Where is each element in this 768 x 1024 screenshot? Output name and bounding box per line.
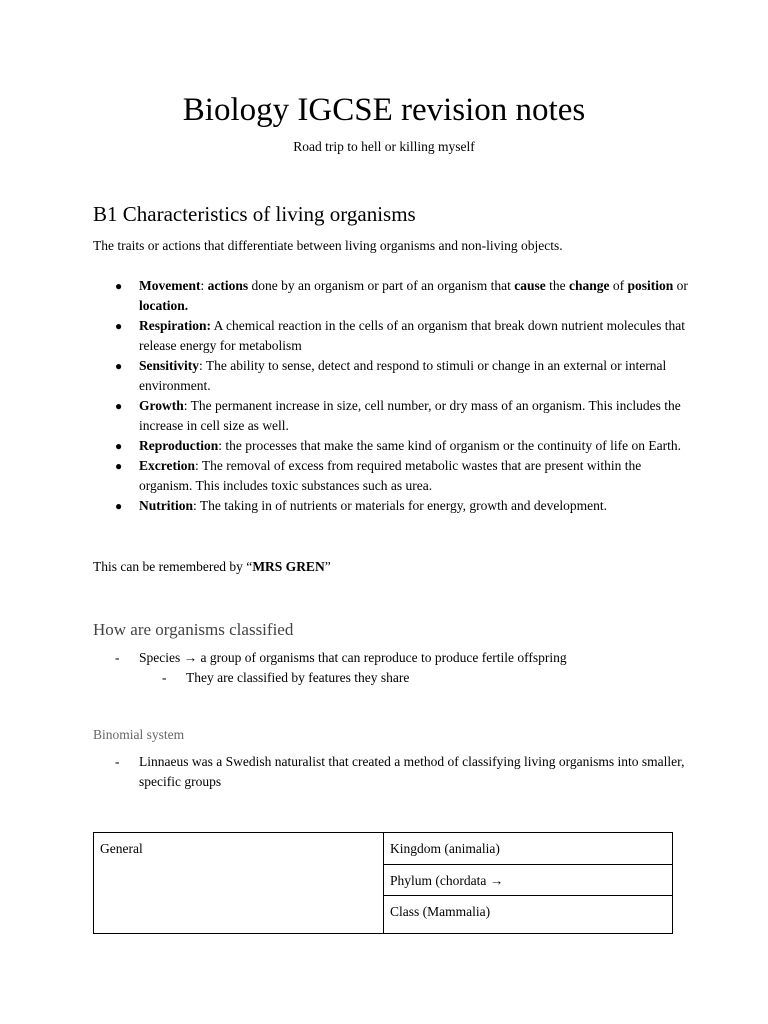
- table-cell-kingdom: Kingdom (animalia): [384, 833, 673, 865]
- mnemonic-line: [93, 557, 331, 577]
- mnemonic-suffix: ”: [324, 559, 331, 574]
- bullet-text: position: [627, 278, 674, 293]
- bullet-dot: ●: [115, 439, 123, 453]
- list-item: [93, 456, 693, 496]
- bullet-text: : The ability to sense, detect and respond to stimuli or change in an external or internal environment.: [139, 358, 667, 393]
- document-title: Biology IGCSE revision notes: [182, 92, 586, 128]
- dash-bullet: -: [115, 754, 120, 769]
- list-item: [93, 316, 693, 356]
- bullet-text: : the processes that make the same kind of organism or the continuity of life on Earth.: [218, 438, 682, 453]
- dash-bullet: -: [162, 670, 167, 685]
- list-item: [93, 396, 693, 436]
- bullet-text: or: [673, 278, 688, 293]
- bullet-text: change: [568, 278, 610, 293]
- section-heading-characteristics: B1 Characteristics of living organisms: [93, 202, 416, 226]
- mnemonic-bold: MRS GREN: [252, 559, 325, 574]
- bullet-text: cause: [514, 278, 546, 293]
- classification-table: [93, 832, 673, 934]
- document-subtitle: Road trip to hell or killing myself: [293, 139, 475, 154]
- bullet-text: location.: [139, 298, 189, 313]
- bullet-term: Excretion: [139, 458, 195, 473]
- bullet-term: Growth: [139, 398, 184, 413]
- table-cell-phylum: Phylum (chordata →: [384, 864, 673, 896]
- bullet-dot: ●: [115, 359, 123, 373]
- bullet-text: actions: [207, 278, 249, 293]
- section-intro: The traits or actions that differentiate between living organisms and non-living objects.: [93, 238, 563, 253]
- section-heading-binomial: Binomial system: [93, 727, 185, 742]
- bullet-text: done by an organism or part of an organism that: [248, 278, 515, 293]
- table-cell-general: General: [94, 833, 384, 934]
- bullet-term: Movement: [139, 278, 201, 293]
- list-item: [93, 276, 693, 316]
- bullet-dot: ●: [115, 499, 123, 513]
- mnemonic-prefix: This can be remembered by “: [93, 559, 253, 574]
- bullet-term: Respiration:: [139, 318, 211, 333]
- bullet-text: : The taking in of nutrients or materials for energy, growth and development.: [193, 498, 608, 513]
- bullet-term: Reproduction: [139, 438, 219, 453]
- table-row: [94, 833, 673, 865]
- bullet-text: :: [200, 278, 208, 293]
- section-heading-classification: How are organisms classified: [93, 620, 294, 639]
- bullet-dot: ●: [115, 279, 123, 293]
- list-item-features: [162, 668, 410, 688]
- bullet-dot: ●: [115, 319, 123, 333]
- bullet-text: : The permanent increase in size, cell number, or dry mass of an organism. This includes the increase in cell size as well.: [139, 398, 681, 433]
- bullet-dot: ●: [115, 399, 123, 413]
- characteristics-list: [93, 276, 693, 516]
- list-item: [93, 496, 693, 516]
- table-cell-class: Class (Mammalia): [384, 896, 673, 934]
- bullet-text: of: [609, 278, 628, 293]
- bullet-dot: ●: [115, 459, 123, 473]
- list-item-linnaeus-line1: Linnaeus was a Swedish naturalist that created a method of classifying living organisms into smaller,: [139, 754, 685, 769]
- bullet-text: the: [545, 278, 569, 293]
- list-item: [93, 436, 693, 456]
- list-item-species-text: Species → a group of organisms that can reproduce to produce fertile offspring: [139, 650, 567, 665]
- list-item-features-text: They are classified by features they share: [186, 670, 410, 685]
- bullet-term: Nutrition: [139, 498, 193, 513]
- bullet-term: Sensitivity: [139, 358, 200, 373]
- list-item-species: [115, 648, 567, 668]
- list-item-linnaeus-line2: specific groups: [139, 774, 222, 789]
- bullet-text: : The removal of excess from required metabolic wastes that are present within the organism. This includes toxic substances such as urea.: [139, 458, 642, 493]
- dash-bullet: -: [115, 650, 120, 665]
- list-item-linnaeus: [115, 752, 699, 792]
- list-item: [93, 356, 693, 396]
- bullet-text: A chemical reaction in the cells of an organism that break down nutrient molecules that release energy for metabolism: [139, 318, 685, 353]
